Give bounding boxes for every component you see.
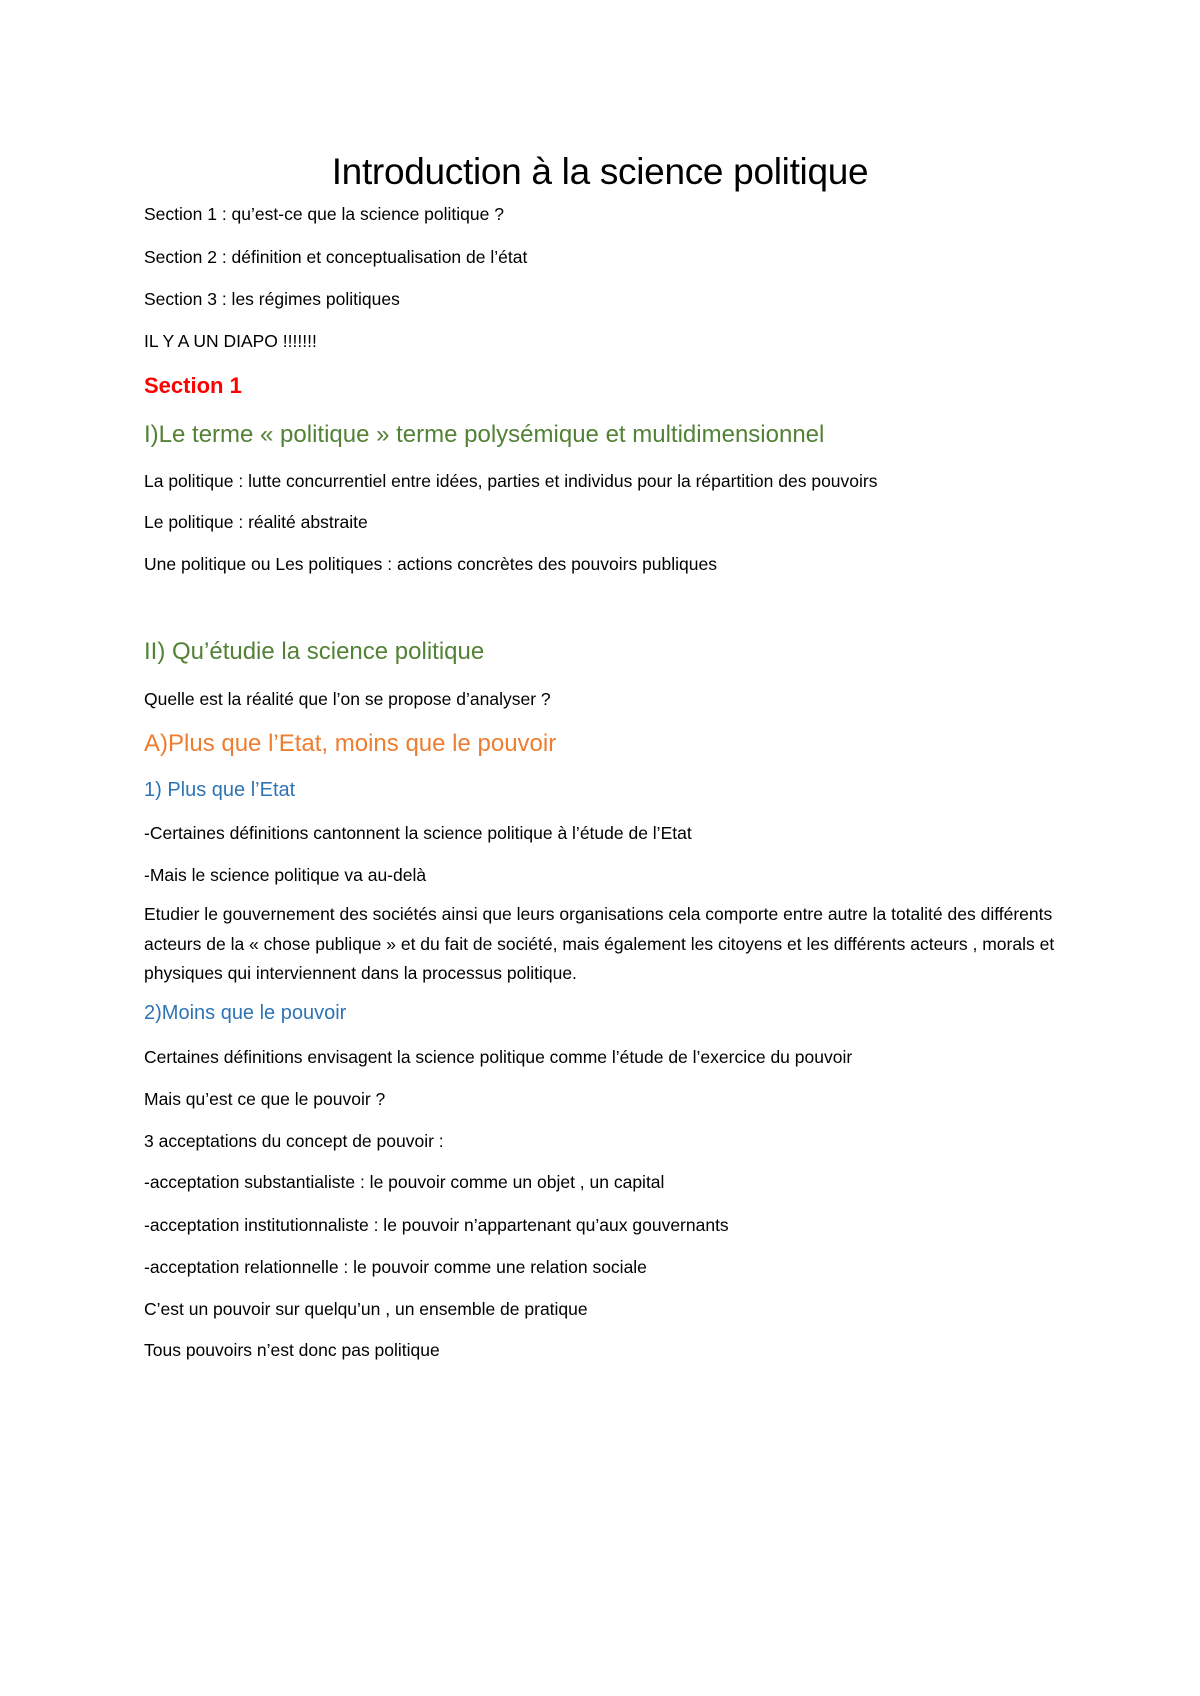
section-1-heading: Section 1 <box>144 373 242 398</box>
subsection-2-line: Certaines définitions envisagent la science politique comme l’étude de l’exercice du pouvoir <box>144 1047 853 1067</box>
part-1-line: La politique : lutte concurrentiel entre idées, parties et individus pour la répartition des pouvoirs <box>144 471 878 491</box>
toc-section-2: Section 2 : définition et conceptualisation de l’état <box>144 247 528 267</box>
subsection-a-heading: A)Plus que l’Etat, moins que le pouvoir <box>144 730 557 757</box>
subsection-1-heading: 1) Plus que l’Etat <box>144 779 296 801</box>
subsection-2-line: -acceptation institutionnaliste : le pouvoir n’appartenant qu’aux gouvernants <box>144 1215 729 1235</box>
toc-section-3: Section 3 : les régimes politiques <box>144 289 400 309</box>
subsection-2-line: C’est un pouvoir sur quelqu’un , un ensemble de pratique <box>144 1299 588 1319</box>
subsection-1-paragraph: Etudier le gouvernement des sociétés ainsi que leurs organisations cela comporte entre autre la totalité des différents acteurs de la « chose publique » et du fait de société, mais également les citoyens et les différents acteurs , morals et physiques qui interviennent dans la processus politique. <box>144 904 1055 983</box>
part-1-heading: I)Le terme « politique » terme polysémique et multidimensionnel <box>144 421 825 448</box>
part-2-intro: Quelle est la réalité que l’on se propose d’analyser ? <box>144 689 551 709</box>
subsection-2-line: -acceptation relationnelle : le pouvoir comme une relation sociale <box>144 1257 647 1277</box>
part-1-line: Le politique : réalité abstraite <box>144 512 368 532</box>
subsection-2-line: Mais qu’est ce que le pouvoir ? <box>144 1089 386 1109</box>
toc-section-1: Section 1 : qu’est-ce que la science politique ? <box>144 204 504 224</box>
diapo-note: IL Y A UN DIAPO !!!!!!! <box>144 331 317 351</box>
subsection-1-line: -Mais le science politique va au-delà <box>144 865 427 885</box>
subsection-1-line: -Certaines définitions cantonnent la science politique à l’étude de l’Etat <box>144 823 692 843</box>
subsection-2-line: -acceptation substantialiste : le pouvoir comme un objet , un capital <box>144 1172 665 1192</box>
subsection-2-heading: 2)Moins que le pouvoir <box>144 1002 347 1024</box>
subsection-2-line: Tous pouvoirs n’est donc pas politique <box>144 1340 440 1360</box>
document-title: Introduction à la science politique <box>331 151 869 192</box>
part-2-heading: II) Qu’étudie la science politique <box>144 638 485 665</box>
part-1-line: Une politique ou Les politiques : actions concrètes des pouvoirs publiques <box>144 554 717 574</box>
subsection-2-line: 3 acceptations du concept de pouvoir : <box>144 1131 444 1151</box>
